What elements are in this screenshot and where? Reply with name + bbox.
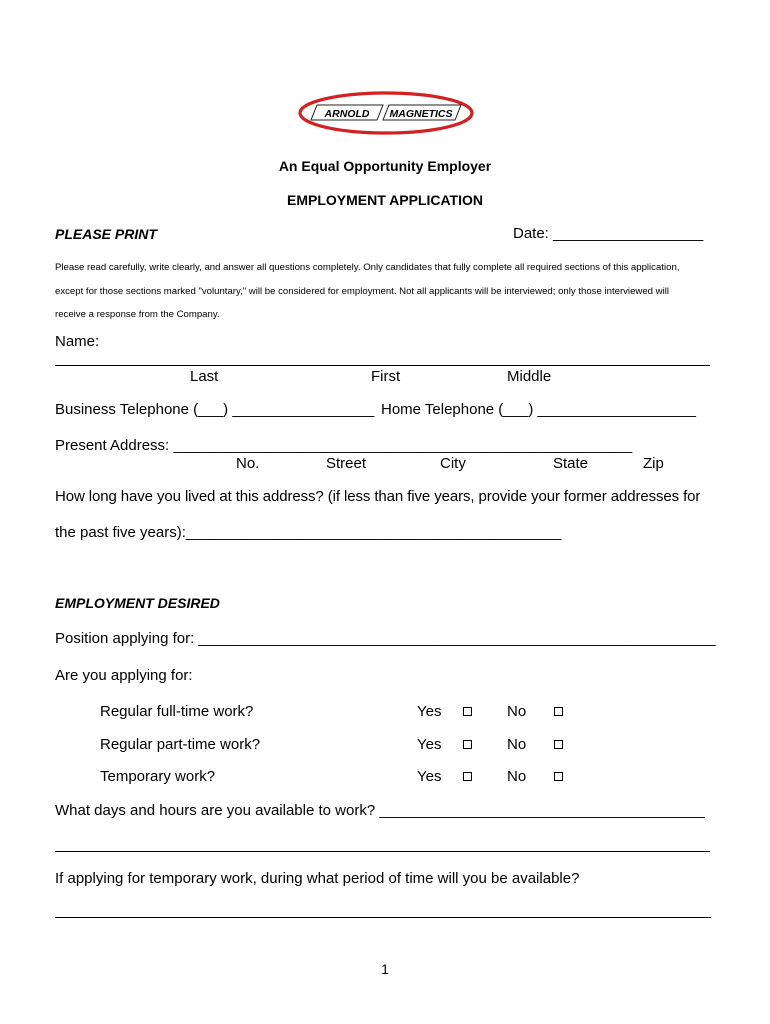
option-part-time-yes-label: Yes [417,736,442,753]
name-middle-label: Middle [507,368,552,385]
temporary-period-input-line[interactable] [55,917,711,918]
please-print-heading: PLEASE PRINT [55,226,157,242]
temporary-period-question: If applying for temporary work, during what period of time will you be available? [55,870,580,887]
part-time-no-checkbox[interactable] [554,740,563,749]
address-street-label: Street [326,455,367,472]
arnold-magnetics-logo [297,90,475,136]
page-title: EMPLOYMENT APPLICATION [287,192,483,208]
part-time-yes-checkbox[interactable] [463,740,472,749]
present-address-field[interactable]: Present Address: _______________________________________________________ [55,437,633,454]
logo-right-text: MAGNETICS [389,108,453,120]
date-field[interactable]: Date: __________________ [513,225,704,242]
address-state-label: State [553,455,589,472]
option-full-time-label: Regular full-time work? [100,703,254,720]
name-input-line[interactable] [55,365,710,366]
option-temporary-label: Temporary work? [100,768,216,785]
address-zip-label: Zip [643,455,664,472]
availability-extra-line[interactable] [55,851,710,852]
availability-field[interactable]: What days and hours are you available to work? _______________________________________ [55,802,705,819]
home-telephone-field[interactable]: Home Telephone (___) ___________________ [381,401,696,418]
option-temporary-yes-label: Yes [417,768,442,785]
applying-for-label: Are you applying for: [55,667,193,684]
full-time-yes-checkbox[interactable] [463,707,472,716]
logo-left-text: ARNOLD [324,108,370,120]
option-full-time-no-label: No [507,703,527,720]
instructions-line-3: receive a response from the Company. [55,309,220,320]
temporary-yes-checkbox[interactable] [463,772,472,781]
instructions-line-2: except for those sections marked "voluntary," will be considered for employment. Not all applicants will be interviewed; only those interviewed will [55,286,669,297]
option-temporary-no-label: No [507,768,527,785]
employment-desired-heading: EMPLOYMENT DESIRED [55,595,220,611]
name-last-label: Last [190,368,219,385]
tagline: An Equal Opportunity Employer [278,158,492,174]
option-full-time-yes-label: Yes [417,703,442,720]
address-city-label: City [440,455,466,472]
option-part-time-label: Regular part-time work? [100,736,261,753]
full-time-no-checkbox[interactable] [554,707,563,716]
instructions-line-1: Please read carefully, write clearly, and answer all questions completely. Only candidates that fully complete all required sections of this application, [55,262,680,273]
residence-question-line-1: How long have you lived at this address? (if less than five years, provide your former addresses for [55,488,701,505]
residence-question-field[interactable]: the past five years):_____________________________________________ [55,524,562,541]
business-telephone-field[interactable]: Business Telephone (___) _________________ [55,401,375,418]
page-number: 1 [381,961,389,977]
name-label: Name: [55,333,100,350]
name-first-label: First [371,368,401,385]
temporary-no-checkbox[interactable] [554,772,563,781]
address-no-label: No. [236,455,260,472]
position-applying-field[interactable]: Position applying for: ______________________________________________________________ [55,630,716,647]
option-part-time-no-label: No [507,736,527,753]
